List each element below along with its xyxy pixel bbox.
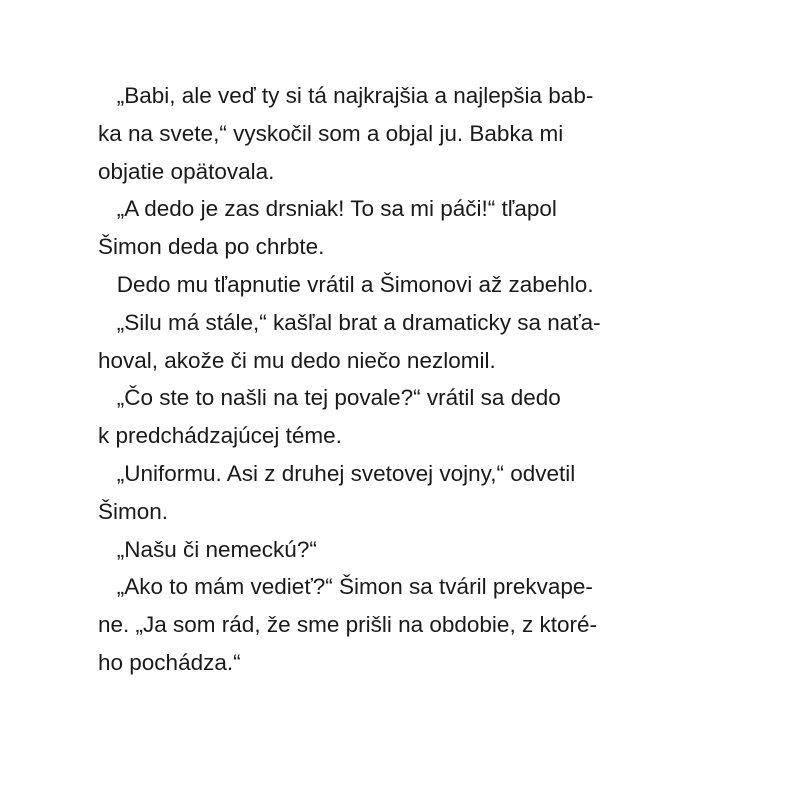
text-line: ne. „Ja som rád, že sme prišli na obdobie, z ktoré- — [98, 612, 597, 638]
text-line: k predchádzajúcej téme. — [98, 423, 342, 449]
text-line: „Ako to mám vedieť?“ Šimon sa tváril prekvape- — [98, 574, 593, 600]
text-line: objatie opätovala. — [98, 158, 275, 184]
text-line: ho pochádza.“ — [98, 649, 241, 675]
text-line: „Silu má stále,“ kašľal brat a dramaticky sa naťa- — [98, 309, 601, 335]
text-line: hoval, akože či mu dedo niečo nezlomil. — [98, 347, 496, 373]
text-line: Šimon. — [98, 498, 169, 524]
text-line: „Čo ste to našli na tej povale?“ vrátil sa dedo — [98, 385, 561, 411]
text-line: Dedo mu tľapnutie vrátil a Šimonovi až zabehlo. — [98, 271, 594, 297]
text-line: „Uniformu. Asi z druhej svetovej vojny,“ odvetil — [98, 460, 576, 486]
text-line: Šimon deda po chrbte. — [98, 234, 325, 260]
text-line: „Babi, ale veď ty si tá najkrajšia a najlepšia bab- — [98, 83, 594, 108]
text-line: ka na svete,“ vyskočil som a objal ju. Babka mi — [98, 120, 564, 146]
text-line: „A dedo je zas drsniak! To sa mi páči!“ tľapol — [98, 196, 557, 222]
text-line: „Našu či nemeckú?“ — [98, 536, 317, 562]
story-text — [98, 77, 708, 682]
